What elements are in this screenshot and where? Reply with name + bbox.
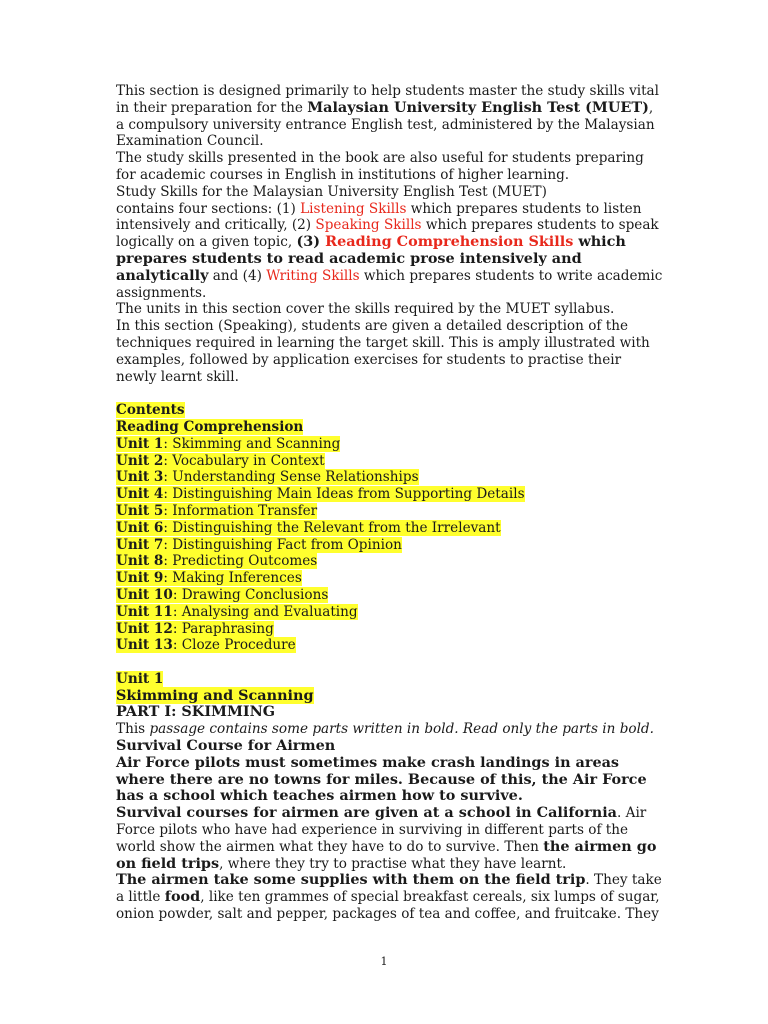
unit-title: : Predicting Outcomes [163, 553, 318, 570]
contents-unit-item [116, 621, 664, 638]
unit-title: : Cloze Procedure [172, 637, 296, 654]
spacer [116, 385, 664, 402]
unit-title: : Distinguishing Main Ideas from Supporting Details [163, 486, 525, 503]
passage-title: Survival Course for Airmen [116, 737, 336, 755]
unit-title: : Skimming and Scanning [163, 435, 341, 452]
muet-name: Malaysian University English Test (MUET) [307, 98, 649, 116]
unit-title: : Analysing and Evaluating [172, 603, 358, 620]
unit-1-title-line [116, 688, 664, 705]
unit-label: Unit 11 [116, 603, 173, 620]
unit-1-section [116, 671, 664, 923]
contents-unit-highlight [116, 453, 325, 469]
contents-unit-highlight [116, 637, 296, 653]
writing-skills-text: Writing Skills [266, 267, 360, 284]
passage-text: . Air Force pilots who have had experience in surviving in different parts of the world show the airmen what they have to do to survive. Then [116, 805, 647, 855]
intro-text: contains four sections: (1) [116, 200, 301, 217]
passage-text: . They take a little [116, 872, 662, 906]
unit-label: Unit 1 [116, 435, 164, 452]
intro-paragraph-2: The study skills presented in the book are also useful for students preparing for academic courses in English in institutions of higher learning. [116, 150, 644, 183]
contents-unit-highlight [116, 570, 302, 586]
bold-text: Survival courses for airmen are given at a school in California [116, 804, 617, 822]
contents-unit-item [116, 587, 664, 604]
contents-unit-item [116, 453, 664, 470]
contents-unit-item [116, 436, 664, 453]
contents-unit-highlight [116, 503, 317, 519]
contents-unit-highlight [116, 436, 340, 452]
intro-text: which prepares students to write academic assignments. [116, 267, 663, 301]
contents-unit-highlight [116, 486, 525, 502]
unit-1-title: Skimming and Scanning [116, 686, 314, 704]
unit-label: Unit 5 [116, 502, 164, 519]
instruction [116, 721, 664, 738]
unit-label: Unit 4 [116, 486, 164, 503]
units-list [116, 436, 664, 654]
unit-title: : Making Inferences [163, 570, 302, 587]
unit-title: : Drawing Conclusions [172, 586, 329, 603]
contents-heading-line [116, 402, 664, 419]
bold-text: the airmen go on field trips [116, 837, 657, 872]
unit-1-label-line [116, 671, 664, 688]
contents-unit-highlight [116, 621, 274, 637]
unit-title: : Paraphrasing [172, 620, 274, 637]
contents-unit-item [116, 604, 664, 621]
reading-skills-description: which prepares students to read academic prose intensively and analytically [116, 233, 626, 284]
unit-title: : Understanding Sense Relationships [163, 469, 419, 486]
contents-unit-highlight [116, 553, 317, 569]
speaking-skills-text: Speaking Skills [315, 217, 422, 234]
contents-heading: Contents [116, 402, 185, 419]
passage-paragraph-1: Air Force pilots must sometimes make crash landings in areas where there are no towns for miles. Because of this, the Air Force has a school which teaches airmen how to survive. [116, 753, 647, 805]
passage-paragraph-2 [116, 805, 664, 872]
intro-paragraph-6: In this section (Speaking), students are given a detailed description of the techniques required in learning the target skill. This is amply illustrated with examples, followed by application exercises for students to practise their newly learnt skill. [116, 318, 650, 385]
unit-label: Unit 8 [116, 553, 164, 570]
intro-text: which prepares students to listen intensively and critically, (2) [116, 200, 642, 234]
listening-skills-text: Listening Skills [300, 200, 407, 217]
intro-paragraph-5: The units in this section cover the skills required by the MUET syllabus. [116, 301, 615, 318]
unit-title: : Distinguishing the Relevant from the Irrelevant [163, 519, 501, 536]
contents-section [116, 402, 664, 654]
contents-unit-item [116, 637, 664, 654]
page-number: 1 [380, 955, 388, 968]
unit-label: Unit 10 [116, 586, 173, 603]
intro-text: This section is designed primarily to help students master the study skills vital in their preparation for the [116, 83, 660, 116]
unit-label: Unit 7 [116, 536, 164, 553]
instruction-italic-text: passage contains some parts written in bold. Read only the parts in bold. [149, 721, 654, 738]
intro-paragraph-1 [116, 83, 664, 150]
contents-unit-item [116, 553, 664, 570]
contents-unit-highlight [116, 604, 358, 620]
bold-text: food [164, 888, 201, 906]
unit-title: : Vocabulary in Context [163, 452, 325, 469]
bold-text: The airmen take some supplies with them on the field trip [116, 871, 586, 889]
contents-subheading: Reading Comprehension [116, 418, 304, 435]
unit-label: Unit 13 [116, 637, 173, 654]
intro-paragraph-4 [116, 201, 664, 302]
contents-unit-item [116, 469, 664, 486]
unit-label: Unit 2 [116, 452, 164, 469]
contents-unit-item [116, 520, 664, 537]
unit-1-label: Unit 1 [116, 670, 164, 687]
part-heading: PART I: SKIMMING [116, 703, 276, 721]
contents-unit-item [116, 570, 664, 587]
intro-text: which prepares students to speak logically on a given topic, [116, 217, 659, 251]
intro-text: , a compulsory university entrance English test, administered by the Malaysian Examination Council. [116, 99, 655, 150]
unit-label: Unit 9 [116, 570, 164, 587]
contents-unit-highlight [116, 469, 419, 485]
unit-title: : Distinguishing Fact from Opinion [163, 536, 402, 553]
unit-label: Unit 3 [116, 469, 164, 486]
instruction-text: This [116, 721, 150, 738]
contents-unit-highlight [116, 520, 501, 536]
contents-unit-item [116, 486, 664, 503]
unit-label: Unit 6 [116, 519, 164, 536]
contents-subheading-line [116, 419, 664, 436]
contents-unit-highlight [116, 537, 402, 553]
passage-text: , where they try to practise what they have learnt. [219, 855, 567, 872]
intro-paragraph-3: Study Skills for the Malaysian University English Test (MUET) [116, 183, 547, 200]
reading-skills-text: Reading Comprehension Skills [325, 233, 574, 251]
document-page [116, 83, 664, 923]
passage-text: , like ten grammes of special breakfast cereals, six lumps of sugar, onion powder, salt and pepper, packages of tea and coffee, and fruitcake. They [116, 889, 660, 923]
intro-text: and (4) [208, 267, 267, 284]
passage-paragraph-3 [116, 872, 664, 922]
spacer [116, 654, 664, 671]
contents-unit-item [116, 503, 664, 520]
unit-label: Unit 12 [116, 620, 173, 637]
section-number-3: (3) [296, 233, 326, 251]
contents-unit-item [116, 537, 664, 554]
unit-title: : Information Transfer [163, 502, 318, 519]
contents-unit-highlight [116, 587, 328, 603]
